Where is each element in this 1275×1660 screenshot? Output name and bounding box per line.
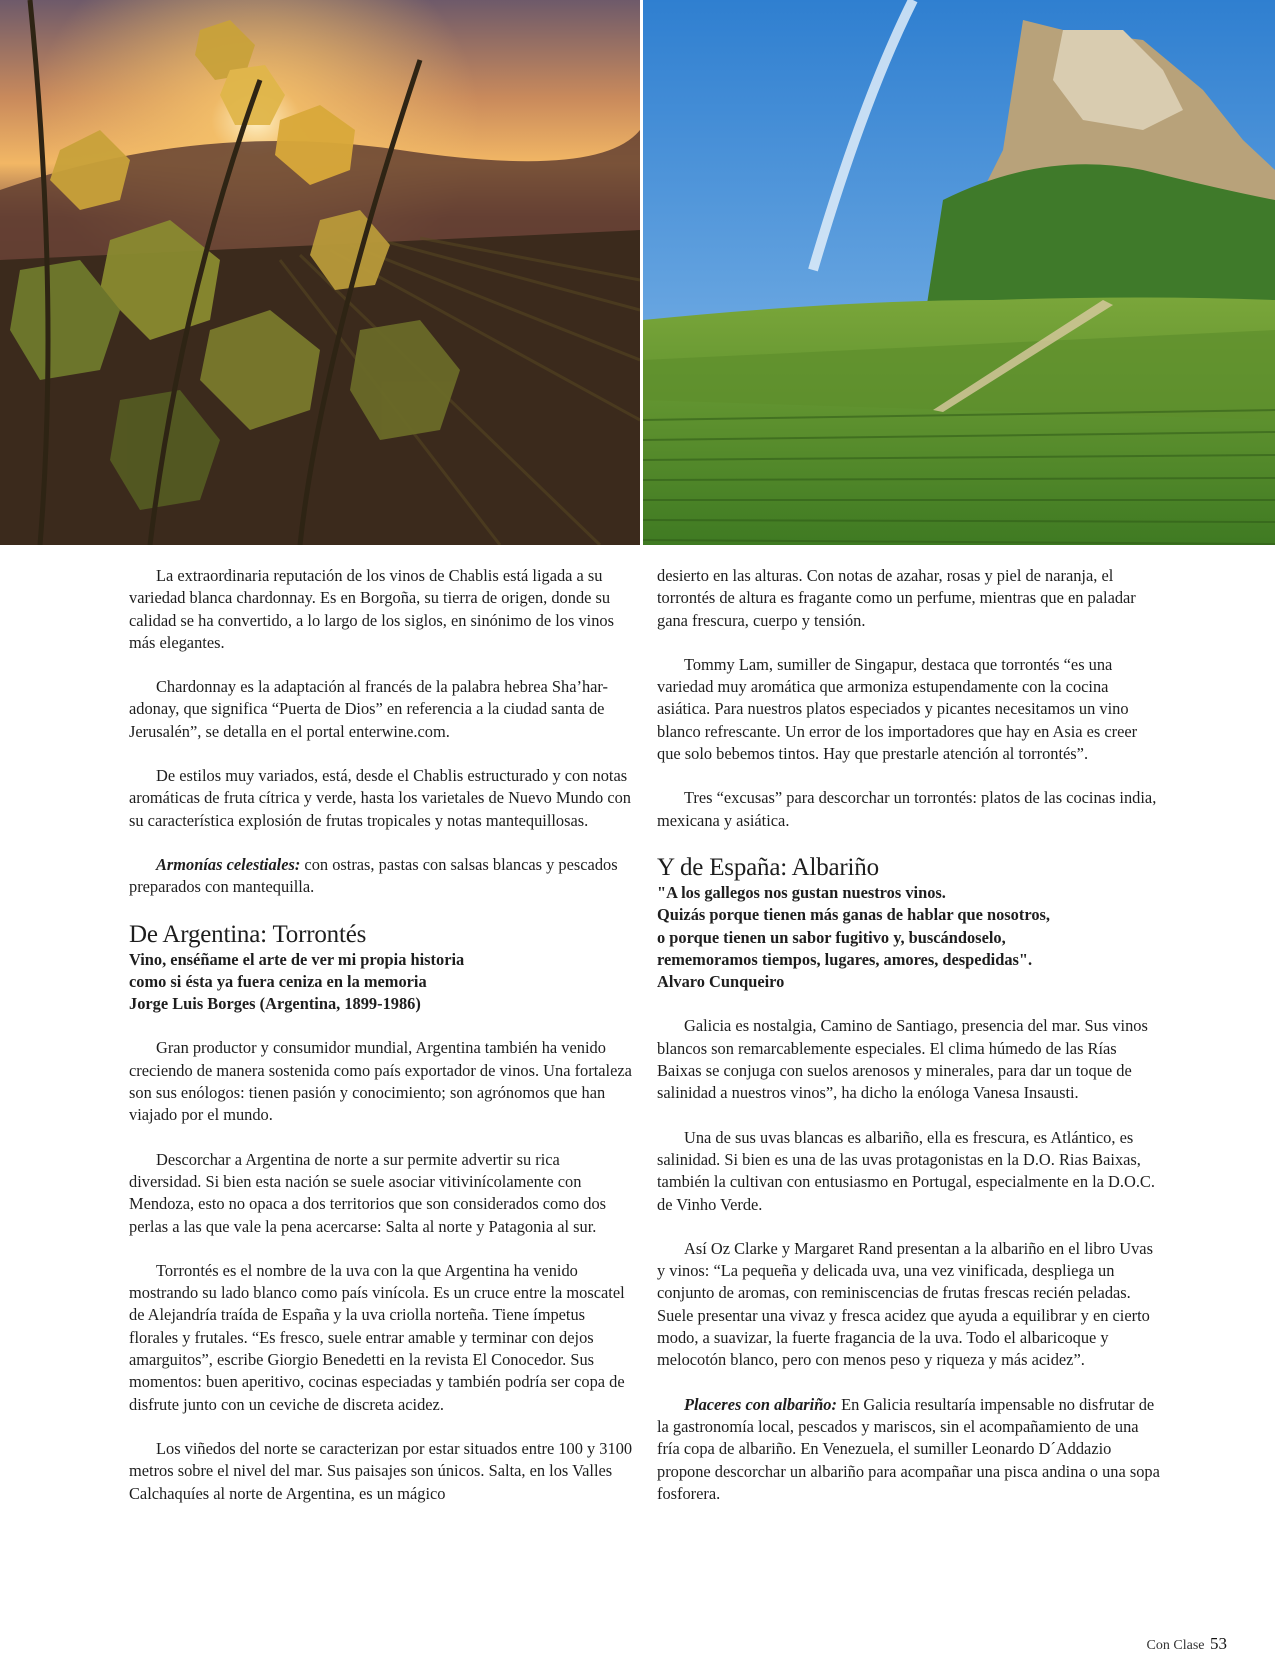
pairing-lead: Placeres con albariño: xyxy=(684,1394,837,1414)
epigraph-line: rememoramos tiempos, lugares, amores, despedidas". xyxy=(657,949,1033,969)
pairing-text: En Galicia resultaría impensable no disfrutar de la gastronomía local, pescados y mariscos, sin el acompañamiento de una fría copa de albariño. En Venezuela, el sumiller Leonardo D´Addazio propone descorchar un albariño para acompañar una pisca andina o una sopa fosforera. xyxy=(657,1394,1160,1503)
paragraph: Los viñedos del norte se caracterizan por estar situados entre 100 y 3100 metros sobre el nivel del mar. Sus paisajes son únicos. Salta, en los Valles Calchaquíes al norte de Argentina, es un mágico xyxy=(129,1438,633,1503)
epigraph-attribution: Alvaro Cunqueiro xyxy=(657,972,785,992)
paragraph: Así Oz Clarke y Margaret Rand presentan a la albariño en el libro Uvas y vinos: “La pequeña y delicada uva, una vez vinificada, despliega un conjunto de aromas, con reminiscencias de frutas frescas recién peladas. Suele presentar una vivaz y fresca acidez que ayuda a equilibrar y en cierto modo, a suavizar, la fuerte fragancia de la uva. Todo el albaricoque y melocotón blanco, pero con menos peso y riqueza y más acidez”. xyxy=(657,1238,1153,1370)
paragraph: Descorchar a Argentina de norte a sur permite advertir su rica diversidad. Si bien esta nación se suele asociar vitivinícolamente con Mendoza, esto no opaca a dos territorios que son considerados como dos perlas a las que vale la pena acercarse: Salta al norte y Patagonia al sur. xyxy=(129,1149,607,1236)
vineyard-sunset-illustration xyxy=(0,0,640,545)
epigraph-line: "A los gallegos nos gustan nuestros vinos. xyxy=(657,882,946,902)
epigraph-attribution: Jorge Luis Borges (Argentina, 1899-1986) xyxy=(129,994,421,1014)
epigraph-line: Vino, enséñame el arte de ver mi propia historia xyxy=(129,949,465,969)
epigraph-line: como si ésta ya fuera ceniza en la memoria xyxy=(129,971,427,991)
section-title-spain: Y de España: Albariño xyxy=(657,853,879,881)
magazine-name: Con Clase xyxy=(1146,1638,1205,1653)
paragraph: De estilos muy variados, está, desde el Chablis estructurado y con notas aromáticas de fruta cítrica y verde, hasta los varietales de Nuevo Mundo con su característica explosión de frutas tropicales y notas mantequillosas. xyxy=(129,766,631,830)
page-folio xyxy=(1147,1634,1227,1654)
paragraph: La extraordinaria reputación de los vinos de Chablis está ligada a su variedad blanca chardonnay. Es en Borgoña, su tierra de origen, donde su calidad se ha convertido, a lo largo de los siglos, en sinónimo de los vinos más elegantes. xyxy=(129,566,614,652)
paragraph: Tommy Lam, sumiller de Singapur, destaca que torrontés “es una variedad muy aromática que armoniza estupendamente con la cocina asiática. Para nuestros platos especiados y picantes necesitamos un vino blanco refrescante. Un error de los importadores que hay en Asia es creer que solo bebemos tintos. Hay que prestarle atención al torrontés”. xyxy=(657,654,1138,764)
paragraph-continued: desierto en las alturas. Con notas de azahar, rosas y piel de naranja, el torrontés de altura es fragante como un perfume, mientras que en paladar gana frescura, cuerpo y tensión. xyxy=(657,566,1136,630)
right-text-column xyxy=(657,565,1164,1527)
epigraph-cunqueiro xyxy=(657,882,1164,993)
paragraph: Galicia es nostalgia, Camino de Santiago, presencia del mar. Sus vinos blancos son remarcablemente especiales. El clima húmedo de las Rías Baixas se conjuga con suelos arenosos y minerales, para dar un toque de salinidad a nuestros vinos”, ha dicho la enóloga Vanesa Insausti. xyxy=(657,1016,1148,1103)
pairing-lead: Armonías celestiales: xyxy=(156,854,301,874)
vineyard-sunset-photo xyxy=(0,0,640,545)
paragraph: Tres “excusas” para descorchar un torrontés: platos de las cocinas india, mexicana y asiática. xyxy=(657,788,1157,830)
pairing-paragraph xyxy=(657,1394,1164,1505)
pairing-text: con ostras, pastas con salsas blancas y pescados preparados con mantequilla. xyxy=(129,854,618,897)
rock-hill-vineyard-photo xyxy=(643,0,1275,545)
paragraph: Gran productor y consumidor mundial, Argentina también ha venido creciendo de manera sostenida como país exportador de vinos. Una fortaleza son sus enólogos: tienen pasión y conocimiento; son agrónomos que han viajado por el mundo. xyxy=(129,1038,632,1125)
paragraph: Chardonnay es la adaptación al francés de la palabra hebrea Sha’har-adonay, que significa “Puerta de Dios” en referencia a la ciudad santa de Jerusalén”, se detalla en el portal enterwine.com. xyxy=(129,677,609,741)
paragraph: Torrontés es el nombre de la uva con la que Argentina ha venido mostrando su lado blanco como país vinícola. Es un cruce entre la moscatel de Alejandría traída de España y la uva criolla norteña. Tiene ímpetus florales y frutales. “Es fresco, suele entrar amable y terminar con dejos amarguitos”, escribe Giorgio Benedetti en la revista El Conocedor. Sus momentos: buen aperitivo, cocinas especiadas y también podría ser copa de disfrute junto con un ceviche de discreta acidez. xyxy=(129,1260,625,1414)
left-text-column xyxy=(129,565,636,1527)
section-title-argentina: De Argentina: Torrontés xyxy=(129,920,367,948)
epigraph-line: o porque tienen un sabor fugitivo y, buscándoselo, xyxy=(657,927,1006,947)
rock-hill-vineyard-illustration xyxy=(643,0,1275,545)
epigraph-line: Quizás porque tienen más ganas de hablar que nosotros, xyxy=(657,905,1050,925)
pairing-paragraph xyxy=(129,854,636,899)
paragraph: Una de sus uvas blancas es albariño, ella es frescura, es Atlántico, es salinidad. Si bien es una de las uvas protagonistas en la D.O. Rias Baixas, también la cultivan con entusiasmo en Portugal, especialmente en la D.O.C. de Vinho Verde. xyxy=(657,1127,1155,1214)
epigraph-borges xyxy=(129,949,636,1016)
page-number: 53 xyxy=(1210,1634,1227,1653)
